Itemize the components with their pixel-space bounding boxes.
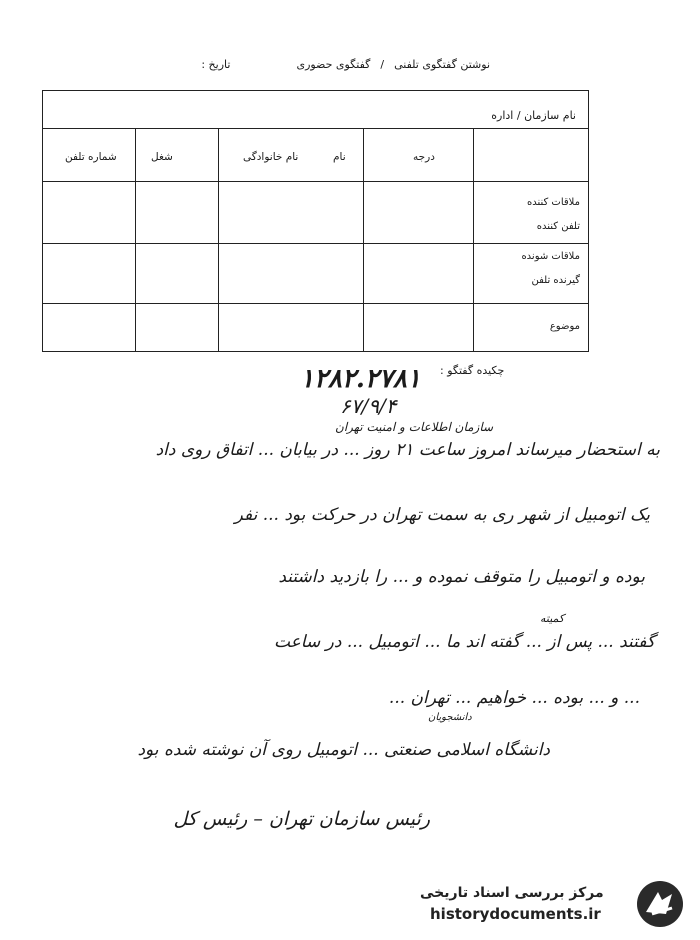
org-row [43, 91, 588, 129]
column-first-name: نام [333, 151, 346, 163]
form-header [120, 58, 490, 71]
column-position: شغل [151, 151, 173, 163]
handwritten-line: دانشگاه اسلامی صنعتی ... اتومبیل روی آن نوشته شده بود [137, 740, 550, 760]
row-visitor: ملاقات کننده [526, 197, 580, 208]
date-label: تاریخ : [201, 58, 231, 71]
column-phone: شماره تلفن [65, 151, 117, 163]
org-label: نام سازمان / اداره [491, 109, 576, 122]
row-visited: ملاقات شونده [521, 251, 580, 262]
table-vline [135, 129, 136, 351]
handwritten-date: ۶۷/۹/۴ [340, 394, 397, 418]
watermark-url: historydocuments.ir [430, 905, 601, 923]
handwritten-line: بوده و اتومبیل را متوقف نموده و ... را بازدید داشتند [278, 567, 645, 587]
handwritten-line: به استحضار میرساند امروز ساعت ۲۱ روز ... در بیابان ... اتفاق روی داد [155, 440, 660, 460]
column-family-name: نام خانوادگی [243, 151, 299, 163]
row-receiver: گیرنده تلفن [531, 275, 580, 286]
form-title-phone: نوشتن گفتگوی تلفنی [394, 58, 490, 71]
handwritten-inline-note: دانشجویان [428, 712, 472, 723]
handwritten-number: ۱۲۸۲.۲۷۸۱ [300, 364, 421, 394]
archive-logo-icon [632, 878, 688, 930]
handwritten-line: ... و ... بوده ... خواهیم ... تهران ... [388, 688, 640, 708]
handwritten-signature-line: رئیس سازمان تهران – رئیس کل [173, 808, 430, 830]
summary-label: چکیده گفتگو : [440, 364, 505, 377]
watermark-center-name: مرکز بررسی اسناد تاریخی [420, 885, 604, 901]
table-hline [43, 181, 588, 182]
info-table [42, 90, 589, 352]
table-hline [43, 243, 588, 244]
table-vline [363, 129, 364, 351]
row-subject: موضوع [549, 321, 580, 332]
table-hline [43, 303, 588, 304]
column-rank: درجه [413, 151, 435, 163]
table-vline [218, 129, 219, 351]
row-caller: تلفن کننده [536, 221, 580, 232]
form-title-in-person: گفتگوی حضوری [296, 58, 371, 71]
title-separator: / [380, 58, 385, 71]
handwritten-line: گفتند ... پس از ... گفته اند ما ... اتومبیل ... در ساعت [273, 632, 655, 652]
handwritten-line: یک اتومبیل از شهر ری به سمت تهران در حرکت بود ... نفر [234, 505, 650, 525]
handwritten-margin-note: کمیته [540, 612, 565, 625]
table-vline [473, 129, 474, 351]
handwritten-subnote: سازمان اطلاعات و امنیت تهران [335, 420, 494, 434]
